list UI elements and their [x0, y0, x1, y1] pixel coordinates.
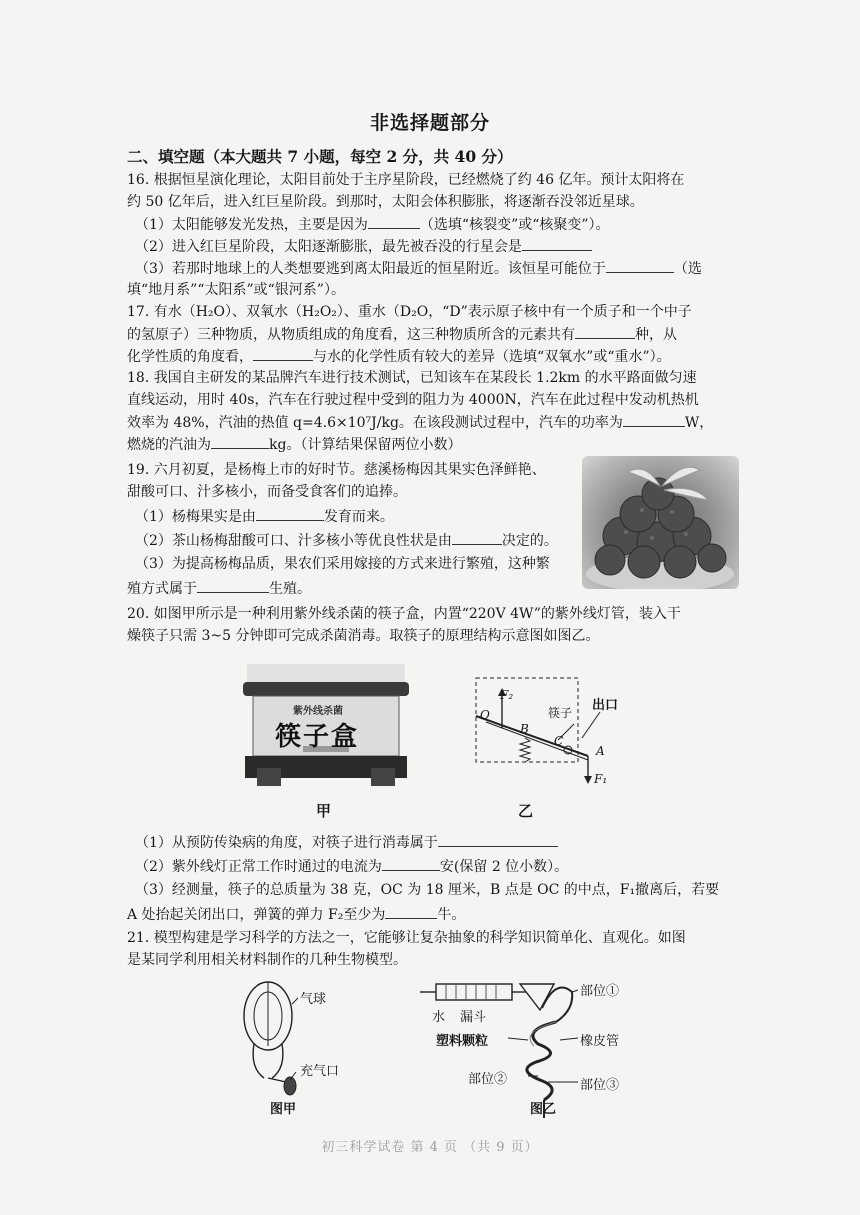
- answer-blank[interactable]: [368, 214, 420, 229]
- q16-line-2: 约 50 亿年后，进入红巨星阶段。到那时，太阳会体积膨胀，将逐渐吞没邻近星球。: [127, 194, 644, 210]
- lever-diagram: [470, 670, 640, 795]
- q20-line-2: 燥筷子只需 3~5 分钟即可完成杀菌消毒。取筷子的原理结构示意图如图乙。: [127, 628, 600, 644]
- answer-blank[interactable]: [522, 236, 592, 251]
- label-balloon: 气球: [300, 992, 327, 1007]
- label-f1: F₁: [594, 772, 608, 786]
- answer-blank[interactable]: [606, 258, 674, 273]
- q18-line-3: 效率为 48%，汽油的热值 q=4.6×10⁷J/kg。在该段测试过程中，汽车的功率为 W，: [127, 412, 713, 433]
- label-f2: F₂: [500, 688, 514, 702]
- answer-blank[interactable]: [385, 904, 437, 919]
- q17-line-3: 化学性质的角度看， 与水的化学性质有较大的差异（选填“双氧水”或“重水”）。: [127, 346, 671, 367]
- q19-part-1: （1）杨梅果实是由 发育而来。: [135, 506, 394, 527]
- chopstick-box-photo: [243, 660, 409, 797]
- q20-part-1: （1）从预防传染病的角度，对筷子进行消毒属于: [135, 832, 558, 853]
- q19-part-3-cont: 殖方式属于 生殖。: [127, 578, 311, 599]
- label-chopstick: 筷子: [548, 706, 573, 720]
- balloon-model: [238, 976, 368, 1126]
- label-part3: 部位③: [580, 1078, 620, 1093]
- label-outlet: 出口: [592, 698, 619, 713]
- q16-line-1: 16. 根据恒星演化理论，太阳目前处于主序星阶段，已经燃烧了约 46 亿年。预计太阳将在: [127, 172, 685, 188]
- q17-line-1: 17. 有水（H₂O）、双氧水（H₂O₂）、重水（D₂O，“D”表示原子核中有一个质子和一个中子: [127, 304, 692, 320]
- q16-part-1: （1）太阳能够发光发热，主要是因为 （选填“核裂变”或“核聚变”）。: [135, 214, 610, 235]
- bayberry-photo: [582, 456, 739, 589]
- fig21-yi-label: 图乙: [530, 1102, 557, 1117]
- page-title: 非选择题部分: [369, 112, 490, 134]
- q18-line-1: 18. 我国自主研发的某品牌汽车进行技术测试，已知该车在某段长 1.2km 的水平路面做匀速: [127, 370, 697, 386]
- box-text: 筷子盒: [275, 722, 360, 752]
- label-a: A: [596, 744, 605, 758]
- q21-line-2: 是某同学利用相关材料制作的几种生物模型。: [127, 952, 407, 968]
- q19-line-2: 甜酸可口、汁多核小，而备受食客们的追捧。: [127, 484, 407, 500]
- answer-blank[interactable]: [253, 346, 313, 361]
- label-part2: 部位②: [468, 1072, 508, 1087]
- q19-line-1: 19. 六月初夏，是杨梅上市的好时节。慈溪杨梅因其果实色泽鲜艳、: [127, 462, 546, 478]
- q16-part-2: （2）进入红巨星阶段，太阳逐渐膨胀，最先被吞没的行星会是: [135, 236, 592, 257]
- answer-blank[interactable]: [197, 578, 269, 593]
- box-brand: 紫外线杀菌: [293, 706, 343, 717]
- label-b: B: [520, 722, 529, 736]
- answer-blank[interactable]: [452, 530, 502, 545]
- label-tube: 橡皮管: [580, 1034, 620, 1049]
- answer-blank[interactable]: [575, 324, 635, 339]
- label-c: C: [554, 734, 564, 748]
- q16-part-3: （3）若那时地球上的人类想要逃到离太阳最近的恒星附近。该恒星可能位于 （选: [135, 258, 702, 279]
- q16-part-3-cont: 填“地月系”“太阳系”或“银河系”）。: [127, 282, 345, 298]
- q18-line-2: 直线运动，用时 40s，汽车在行驶过程中受到的阻力为 4000N，汽车在此过程中发动机热机: [127, 392, 699, 408]
- label-o: O: [480, 708, 490, 722]
- answer-blank[interactable]: [256, 506, 324, 521]
- page-footer: 初三科学试卷 第 4 页 （共 9 页）: [321, 1140, 539, 1155]
- q19-part-3: （3）为提高杨梅品质，果农们采用嫁接的方式来进行繁殖，这种繁: [135, 556, 550, 572]
- label-pellets: 塑料颗粒: [436, 1034, 489, 1049]
- answer-blank[interactable]: [211, 434, 269, 449]
- fig-jia-label: 甲: [316, 802, 332, 820]
- label-part1: 部位①: [580, 984, 620, 999]
- answer-blank[interactable]: [438, 832, 558, 847]
- q20-part-3: （3）经测量，筷子的总质量为 38 克，OC 为 18 厘米，B 点是 OC 的中点，F₁撤离后，若要: [135, 882, 720, 898]
- q18-line-4: 燃烧的汽油为 kg。（计算结果保留两位小数）: [127, 434, 461, 455]
- fig-yi-label: 乙: [518, 802, 534, 820]
- label-funnel: 漏斗: [460, 1010, 487, 1025]
- q20-part-3-cont: A 处抬起关闭出口，弹簧的弹力 F₂至少为 牛。: [127, 904, 465, 925]
- label-water: 水: [432, 1010, 446, 1025]
- fig21-jia-label: 图甲: [270, 1102, 297, 1117]
- answer-blank[interactable]: [623, 412, 685, 427]
- label-inlet: 充气口: [300, 1064, 340, 1079]
- q17-line-2: 的氢原子）三种物质，从物质组成的角度看，这三种物质所含的元素共有 种，从: [127, 324, 677, 345]
- section-heading: 二、填空题（本大题共 7 小题，每空 2 分，共 40 分）: [127, 147, 513, 166]
- q19-part-2: （2）茶山杨梅甜酸可口、汁多核小等优良性状是由 决定的。: [135, 530, 558, 551]
- q20-part-2: （2）紫外线灯正常工作时通过的电流为 安(保留 2 位小数）。: [135, 856, 568, 877]
- q21-line-1: 21. 模型构建是学习科学的方法之一，它能够让复杂抽象的科学知识简单化、直观化。如图: [127, 930, 686, 946]
- answer-blank[interactable]: [382, 856, 440, 871]
- q20-line-1: 20. 如图甲所示是一种利用紫外线杀菌的筷子盒，内置“220V 4W”的紫外线灯管，装入干: [127, 606, 681, 622]
